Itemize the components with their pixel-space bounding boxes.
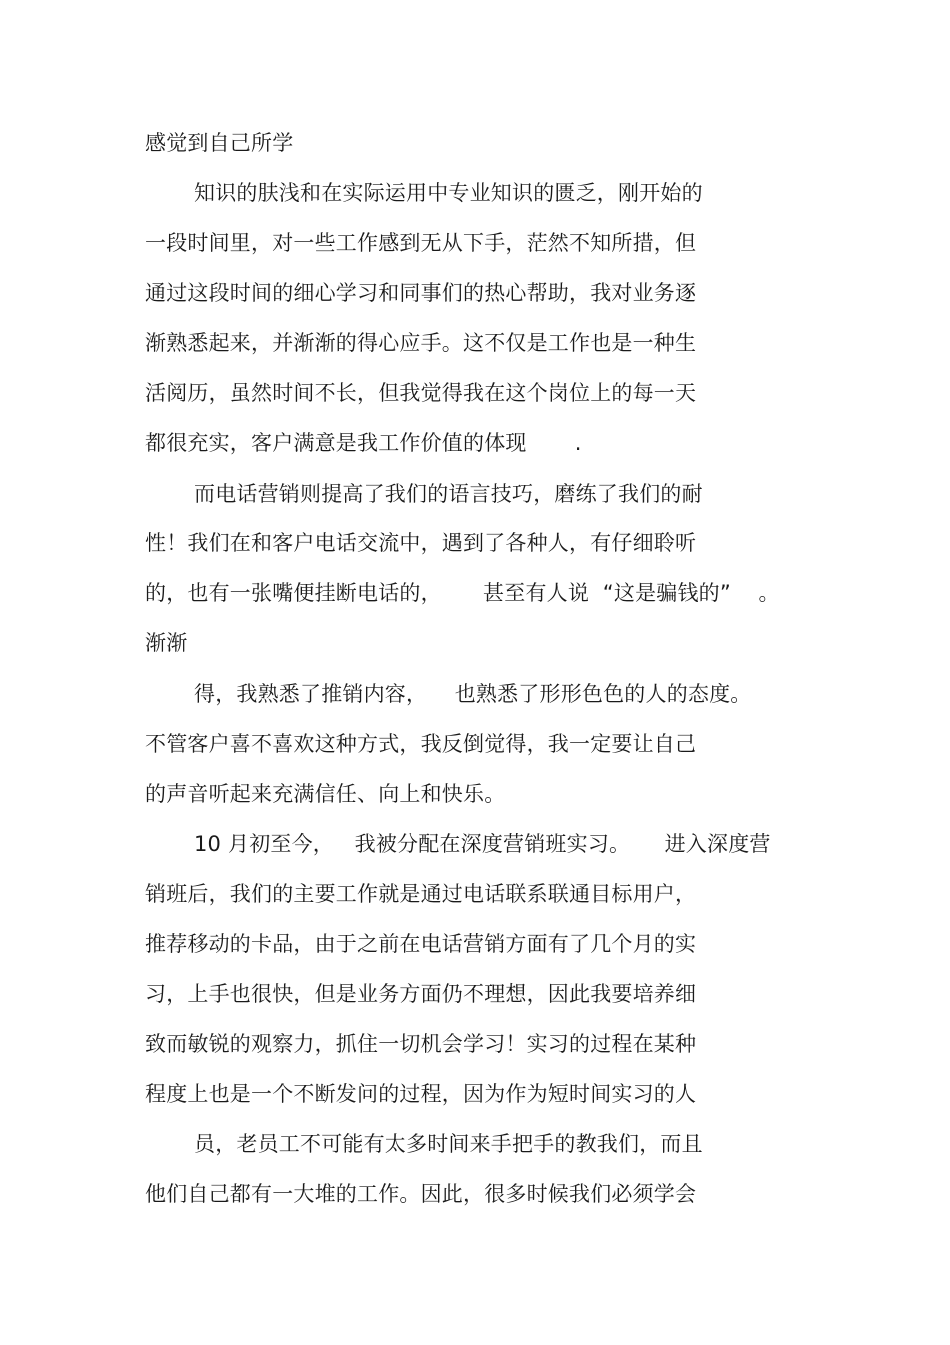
text-line-11: 渐渐 (145, 631, 188, 655)
text-line-17: 推荐移动的卡品，由于之前在电话营销方面有了几个月的实 (145, 932, 697, 956)
text-line-4: 通过这段时间的细心学习和同事们的热心帮助，我对业务逐 (145, 281, 697, 305)
text-line-6: 活阅历，虽然时间不长，但我觉得我在这个岗位上的每一天 (145, 381, 697, 405)
text-line-15: 10 月初至今， 我被分配在深度营销班实习。 进入深度营 (194, 832, 771, 856)
text-line-22: 他们自己都有一大堆的工作。因此，很多时候我们必须学会 (145, 1182, 697, 1206)
text-line-21: 员，老员工不可能有太多时间来手把手的教我们，而且 (194, 1132, 703, 1156)
text-line-9: 性！我们在和客户电话交流中，遇到了各种人，有仔细聆听 (145, 531, 697, 555)
text-line-1: 感觉到自己所学 (145, 131, 294, 155)
text-line-2: 知识的肤浅和在实际运用中专业知识的匮乏，刚开始的 (194, 181, 703, 205)
text-line-7: 都很充实，客户满意是我工作价值的体现 . (145, 431, 582, 455)
text-line-13: 不管客户喜不喜欢这种方式，我反倒觉得，我一定要让自己 (145, 732, 697, 756)
text-line-20: 程度上也是一个不断发问的过程，因为作为短时间实习的人 (145, 1082, 697, 1106)
text-line-5: 渐熟悉起来，并渐渐的得心应手。这不仅是工作也是一种生 (145, 331, 697, 355)
text-line-10: 的，也有一张嘴便挂断电话的， 甚至有人说 “这是骗钱的” 。 (145, 581, 780, 605)
text-line-8: 而电话营销则提高了我们的语言技巧，磨练了我们的耐 (194, 482, 703, 506)
text-line-12: 得，我熟悉了推销内容， 也熟悉了形形色色的人的态度。 (194, 682, 752, 706)
text-line-3: 一段时间里，对一些工作感到无从下手，茫然不知所措，但 (145, 231, 697, 255)
text-line-14: 的声音听起来充满信任、向上和快乐。 (145, 782, 506, 806)
text-line-19: 致而敏锐的观察力，抓住一切机会学习！实习的过程在某种 (145, 1032, 697, 1056)
text-line-16: 销班后，我们的主要工作就是通过电话联系联通目标用户， (145, 882, 697, 906)
text-line-18: 习，上手也很快，但是业务方面仍不理想，因此我要培养细 (145, 982, 697, 1006)
